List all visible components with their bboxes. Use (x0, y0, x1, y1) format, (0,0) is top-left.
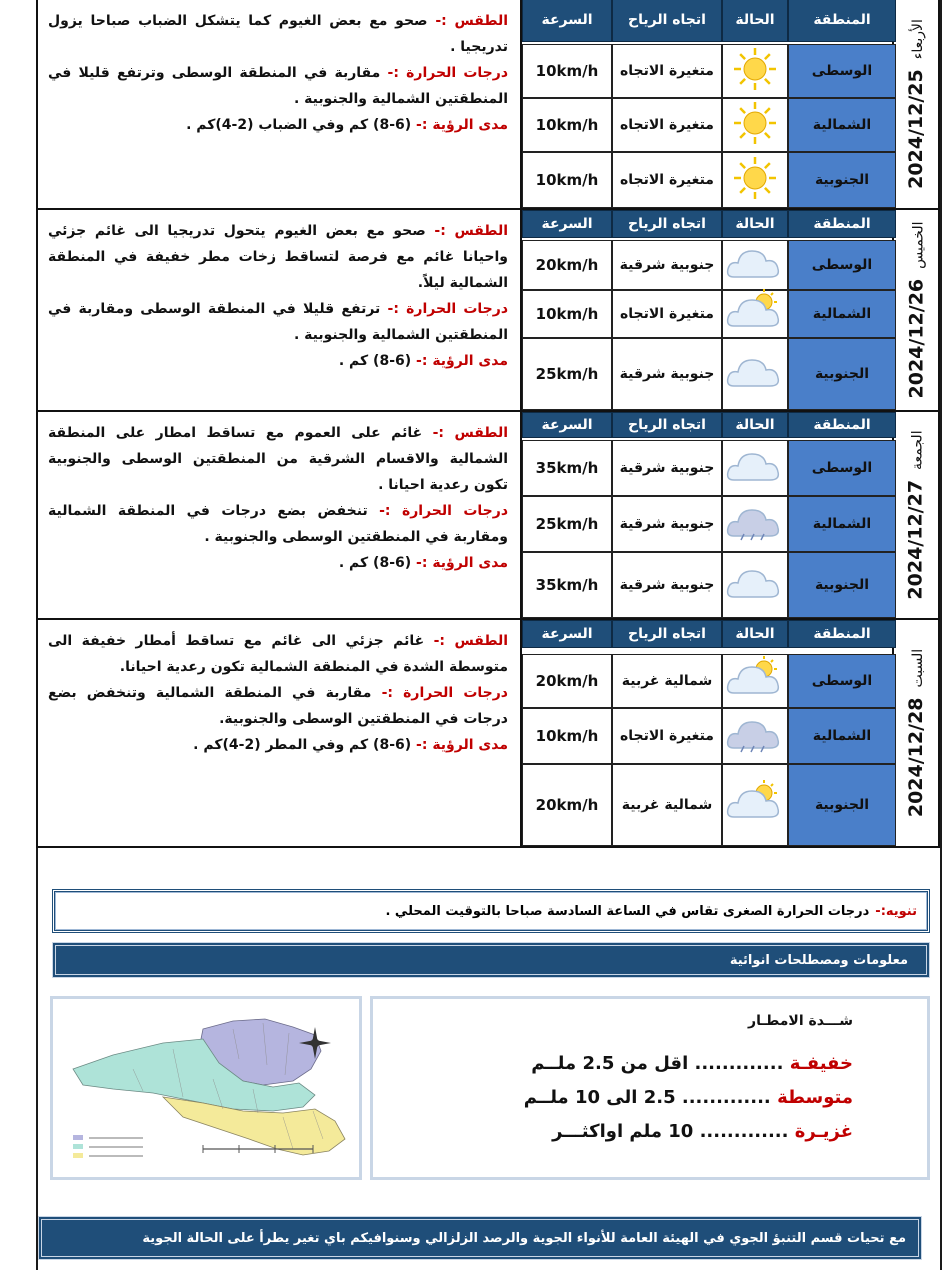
wind-speed-cell: 10km/h (522, 708, 612, 764)
weather-status-cell (722, 496, 788, 552)
date-label (905, 222, 927, 399)
sun-icon (727, 155, 783, 205)
column-header-speed: السرعة (522, 0, 612, 42)
rain-level-desc: ............. 2.5 الى 10 ملــم (523, 1087, 771, 1108)
column-header-region: المنطقة (788, 412, 896, 438)
rain-intensity-box (370, 996, 930, 1180)
weather-status-cell (722, 44, 788, 98)
rain-level-name: غزيـرة (794, 1121, 853, 1142)
wind-direction-cell: جنوبية شرقية (612, 338, 722, 410)
wind-direction-cell: جنوبية شرقية (612, 440, 722, 496)
date-label (905, 19, 927, 189)
temperature-line: درجات الحرارة :- مقاربة في المنطقة الوسطى وترتفع قليلا في المنطقتين الشمالية والجنوبية . (48, 65, 509, 107)
forecast-description (38, 412, 522, 618)
weather-status-cell (722, 654, 788, 708)
wind-direction-cell: جنوبية شرقية (612, 240, 722, 290)
day-date: 2024/12/27 (905, 479, 927, 600)
wind-direction-cell: متغيرة الاتجاه (612, 98, 722, 152)
info-title-bar (52, 942, 930, 978)
footer-bar (38, 1216, 922, 1260)
note-label: تنويه:- (875, 903, 917, 919)
weather-line: الطقس :- صحو مع بعض الغيوم يتحول تدريجيا الى غائم جزئي واحيانا غائم مع فرصة لتساقط زخات مطر خفيفة في المنطقة الشمالية ليلاً. (48, 223, 508, 291)
weather-line: الطقس :- صحو مع بعض الغيوم كما يتشكل الضباب صباحا يزول تدريجيا . (48, 13, 509, 55)
weather-status-cell (722, 338, 788, 410)
weather-status-cell (722, 708, 788, 764)
region-cell: الوسطى (788, 440, 896, 496)
wind-speed-cell: 35km/h (522, 552, 612, 618)
date-cell (892, 620, 938, 846)
partly-cloudy-icon (724, 288, 786, 340)
day-block (36, 618, 940, 848)
weather-status-cell (722, 552, 788, 618)
day-name: الخميس (910, 221, 926, 269)
column-header-wind: اتجاه الرياح (612, 412, 722, 438)
date-cell (892, 210, 938, 410)
map-image (53, 999, 359, 1177)
wind-direction-cell: جنوبية شرقية (612, 496, 722, 552)
rain-cloud-icon (724, 498, 786, 550)
visibility-line: مدى الرؤية :- (6-8) كم . (338, 555, 508, 571)
sun-icon (727, 46, 783, 96)
region-cell: الوسطى (788, 44, 896, 98)
region-cell: الجنوبية (788, 152, 896, 208)
day-date: 2024/12/25 (905, 69, 927, 189)
wind-direction-cell: متغيرة الاتجاه (612, 290, 722, 338)
day-block (36, 410, 940, 618)
weather-status-cell (722, 764, 788, 846)
column-header-speed: السرعة (522, 412, 612, 438)
rain-level-name: خفيفـة (789, 1053, 853, 1074)
column-header-speed: السرعة (522, 620, 612, 648)
rain-cloud-icon (724, 710, 786, 762)
region-cell: الوسطى (788, 654, 896, 708)
region-cell: الشمالية (788, 708, 896, 764)
day-block (36, 208, 940, 410)
wind-direction-cell: متغيرة الاتجاه (612, 152, 722, 208)
region-cell: الجنوبية (788, 552, 896, 618)
partly-cloudy-icon (724, 655, 786, 707)
date-cell (892, 412, 938, 618)
rain-level-desc: ............. اقل من 2.5 ملــم (531, 1053, 784, 1074)
wind-speed-cell: 10km/h (522, 152, 612, 208)
temperature-line: درجات الحرارة :- ترتفع قليلا في المنطقة الوسطى ومقاربة في المنطقتين الشمالية والجنوبية . (48, 301, 509, 343)
wind-direction-cell: شمالية غربية (612, 764, 722, 846)
date-label (905, 649, 927, 817)
wind-speed-cell: 20km/h (522, 654, 612, 708)
wind-speed-cell: 20km/h (522, 240, 612, 290)
weather-status-cell (722, 290, 788, 338)
wind-speed-cell: 10km/h (522, 98, 612, 152)
column-header-wind: اتجاه الرياح (612, 620, 722, 648)
day-block (36, 0, 940, 208)
cloud-icon (724, 442, 786, 494)
wind-direction-cell: متغيرة الاتجاه (612, 708, 722, 764)
column-header-region: المنطقة (788, 620, 896, 648)
rain-level-name: متوسطة (777, 1087, 853, 1108)
forecast-description (38, 0, 522, 208)
column-header-region: المنطقة (788, 210, 896, 238)
wind-speed-cell: 10km/h (522, 44, 612, 98)
weather-line: الطقس :- غائم على العموم مع تساقط امطار على المنطقة الشمالية والاقسام الشرقية من المنطقتين الوسطى والجنوبية تكون رعدية احيانا . (48, 425, 508, 493)
date-label (905, 430, 927, 599)
column-header-wind: اتجاه الرياح (612, 0, 722, 42)
column-header-status: الحالة (722, 412, 788, 438)
note-text: درجات الحرارة الصغرى تقاس في الساعة السادسة صباحا بالتوقيت المحلي . (385, 903, 870, 919)
day-date: 2024/12/26 (905, 278, 927, 399)
cloud-icon (724, 348, 786, 400)
region-cell: الشمالية (788, 290, 896, 338)
column-header-wind: اتجاه الرياح (612, 210, 722, 238)
temperature-line: درجات الحرارة :- مقاربة في المنطقة الشمالية وتنخفض بضع درجات في المنطقتين الوسطى والجنوبية. (48, 685, 508, 727)
wind-speed-cell: 25km/h (522, 338, 612, 410)
wind-direction-cell: شمالية غربية (612, 654, 722, 708)
region-cell: الشمالية (788, 496, 896, 552)
rain-level-desc: ............. 10 ملم اواكثـــر (552, 1121, 789, 1142)
wind-direction-cell: متغيرة الاتجاه (612, 44, 722, 98)
day-name: الجمعة (910, 430, 926, 470)
footer-text: مع تحيات قسم التنبؤ الجوي في الهيئة العامة للأنواء الجوية والرصد الزلزالي وسنوافيكم باي تغير يطرأ على الحالة الجوية (142, 1230, 906, 1246)
rain-level-light (531, 1053, 853, 1074)
column-header-speed: السرعة (522, 210, 612, 238)
rain-level-moderate (524, 1087, 853, 1108)
region-cell: الجنوبية (788, 764, 896, 846)
cloud-icon (724, 239, 786, 291)
note-box (52, 889, 930, 933)
weather-status-cell (722, 240, 788, 290)
forecast-description (38, 210, 522, 410)
visibility-line: مدى الرؤية :- (6-8) كم . (338, 353, 508, 369)
visibility-line: مدى الرؤية :- (6-8) كم وفي المطر (2-4)كم . (193, 737, 508, 753)
wind-direction-cell: جنوبية شرقية (612, 552, 722, 618)
map-legend (73, 1135, 143, 1158)
rain-title: شـــدة الامطـار (748, 1013, 853, 1029)
sun-icon (727, 100, 783, 150)
date-cell (892, 0, 938, 208)
info-title: معلومات ومصطلحات انوائية (729, 952, 908, 968)
region-cell: الجنوبية (788, 338, 896, 410)
wind-speed-cell: 10km/h (522, 290, 612, 338)
column-header-status: الحالة (722, 0, 788, 42)
weather-status-cell (722, 98, 788, 152)
column-header-status: الحالة (722, 210, 788, 238)
region-cell: الوسطى (788, 240, 896, 290)
column-header-status: الحالة (722, 620, 788, 648)
wind-speed-cell: 35km/h (522, 440, 612, 496)
wind-speed-cell: 25km/h (522, 496, 612, 552)
partly-cloudy-icon (724, 779, 786, 831)
day-name: السبت (910, 648, 927, 688)
temperature-line: درجات الحرارة :- تنخفض بضع درجات في المنطقة الشمالية ومقاربة في المنطقتين الوسطى والجنوبية . (48, 503, 509, 545)
day-date: 2024/12/28 (905, 697, 928, 818)
wind-speed-cell: 20km/h (522, 764, 612, 846)
column-header-region: المنطقة (788, 0, 896, 42)
forecast-description (38, 620, 522, 846)
visibility-line: مدى الرؤية :- (6-8) كم وفي الضباب (2-4)كم . (186, 117, 508, 133)
iraq-regions-map (50, 996, 362, 1180)
day-name: الأربعاء (910, 19, 926, 60)
weather-status-cell (722, 440, 788, 496)
weather-status-cell (722, 152, 788, 208)
cloud-icon (724, 559, 786, 611)
weather-line: الطقس :- غائم جزئي الى غائم مع تساقط أمطار خفيفة الى متوسطة الشدة في المنطقة الشمالية تكون رعدية احيانا. (48, 633, 509, 675)
region-cell: الشمالية (788, 98, 896, 152)
rain-level-heavy (552, 1121, 853, 1142)
